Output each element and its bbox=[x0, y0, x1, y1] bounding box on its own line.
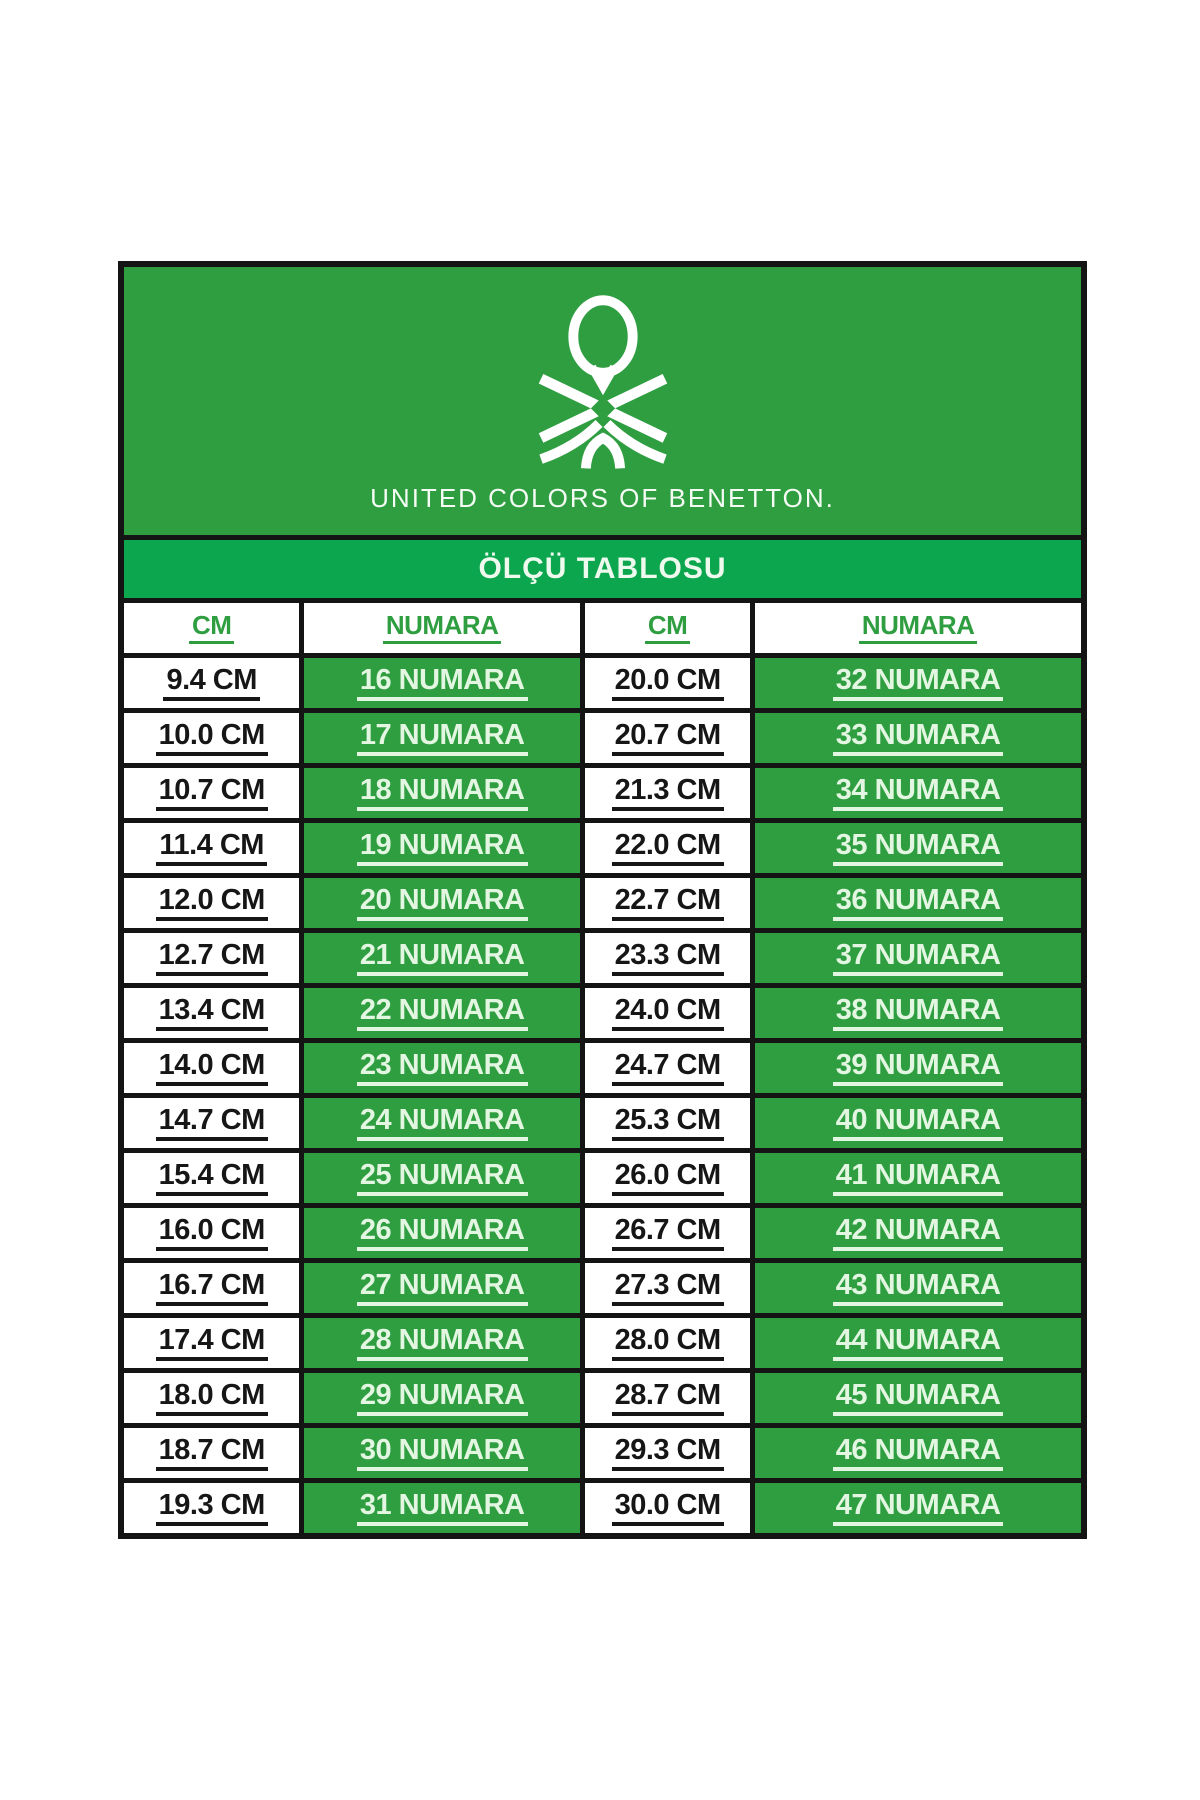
numara-cell: 42 NUMARA bbox=[755, 1208, 1081, 1258]
cm-cell: 22.7 CM bbox=[585, 878, 750, 928]
cm-cell: 23.3 CM bbox=[585, 933, 750, 983]
cm-cell: 11.4 CM bbox=[124, 823, 299, 873]
numara-cell: 25 NUMARA bbox=[304, 1153, 580, 1203]
numara-cell: 21 NUMARA bbox=[304, 933, 580, 983]
numara-cell: 20 NUMARA bbox=[304, 878, 580, 928]
numara-cell: 37 NUMARA bbox=[755, 933, 1081, 983]
numara-cell: 31 NUMARA bbox=[304, 1483, 580, 1533]
cm-cell: 26.0 CM bbox=[585, 1153, 750, 1203]
cm-cell: 12.7 CM bbox=[124, 933, 299, 983]
numara-cell: 17 NUMARA bbox=[304, 713, 580, 763]
brand-wordmark: UNITED COLORS OF BENETTON. bbox=[370, 483, 835, 513]
header-cell-cm-right: CM bbox=[585, 603, 750, 653]
numara-cell: 36 NUMARA bbox=[755, 878, 1081, 928]
benetton-knot-icon bbox=[537, 293, 669, 471]
brand-banner bbox=[124, 267, 1081, 535]
numara-cell: 19 NUMARA bbox=[304, 823, 580, 873]
cm-cell: 19.3 CM bbox=[124, 1483, 299, 1533]
cm-cell: 14.0 CM bbox=[124, 1043, 299, 1093]
numara-cell: 30 NUMARA bbox=[304, 1428, 580, 1478]
cm-cell: 28.7 CM bbox=[585, 1373, 750, 1423]
numara-cell: 27 NUMARA bbox=[304, 1263, 580, 1313]
cm-cell: 22.0 CM bbox=[585, 823, 750, 873]
cm-cell: 20.7 CM bbox=[585, 713, 750, 763]
numara-cell: 46 NUMARA bbox=[755, 1428, 1081, 1478]
cm-cell: 16.7 CM bbox=[124, 1263, 299, 1313]
cm-cell: 17.4 CM bbox=[124, 1318, 299, 1368]
numara-cell: 43 NUMARA bbox=[755, 1263, 1081, 1313]
cm-cell: 18.7 CM bbox=[124, 1428, 299, 1478]
numara-cell: 39 NUMARA bbox=[755, 1043, 1081, 1093]
cm-cell: 13.4 CM bbox=[124, 988, 299, 1038]
cm-cell: 27.3 CM bbox=[585, 1263, 750, 1313]
header-cell-numara-right: NUMARA bbox=[755, 603, 1081, 653]
header-cell-cm-left: CM bbox=[124, 603, 299, 653]
cm-cell: 26.7 CM bbox=[585, 1208, 750, 1258]
cm-cell: 14.7 CM bbox=[124, 1098, 299, 1148]
numara-cell: 26 NUMARA bbox=[304, 1208, 580, 1258]
numara-cell: 28 NUMARA bbox=[304, 1318, 580, 1368]
cm-cell: 9.4 CM bbox=[124, 658, 299, 708]
numara-cell: 40 NUMARA bbox=[755, 1098, 1081, 1148]
cm-cell: 28.0 CM bbox=[585, 1318, 750, 1368]
cm-cell: 15.4 CM bbox=[124, 1153, 299, 1203]
cm-cell: 12.0 CM bbox=[124, 878, 299, 928]
cm-cell: 21.3 CM bbox=[585, 768, 750, 818]
numara-cell: 23 NUMARA bbox=[304, 1043, 580, 1093]
numara-cell: 41 NUMARA bbox=[755, 1153, 1081, 1203]
size-table bbox=[124, 603, 1081, 1533]
cm-cell: 20.0 CM bbox=[585, 658, 750, 708]
numara-cell: 22 NUMARA bbox=[304, 988, 580, 1038]
numara-cell: 16 NUMARA bbox=[304, 658, 580, 708]
cm-cell: 29.3 CM bbox=[585, 1428, 750, 1478]
table-title-band bbox=[124, 540, 1081, 598]
numara-cell: 24 NUMARA bbox=[304, 1098, 580, 1148]
cm-cell: 10.7 CM bbox=[124, 768, 299, 818]
cm-cell: 16.0 CM bbox=[124, 1208, 299, 1258]
table-title: ÖLÇÜ TABLOSU bbox=[478, 552, 727, 585]
numara-cell: 33 NUMARA bbox=[755, 713, 1081, 763]
cm-cell: 10.0 CM bbox=[124, 713, 299, 763]
numara-cell: 29 NUMARA bbox=[304, 1373, 580, 1423]
numara-cell: 44 NUMARA bbox=[755, 1318, 1081, 1368]
size-chart-panel bbox=[118, 261, 1087, 1539]
numara-cell: 34 NUMARA bbox=[755, 768, 1081, 818]
numara-cell: 32 NUMARA bbox=[755, 658, 1081, 708]
cm-cell: 24.7 CM bbox=[585, 1043, 750, 1093]
numara-cell: 38 NUMARA bbox=[755, 988, 1081, 1038]
numara-cell: 47 NUMARA bbox=[755, 1483, 1081, 1533]
numara-cell: 45 NUMARA bbox=[755, 1373, 1081, 1423]
cm-cell: 18.0 CM bbox=[124, 1373, 299, 1423]
numara-cell: 35 NUMARA bbox=[755, 823, 1081, 873]
cm-cell: 24.0 CM bbox=[585, 988, 750, 1038]
cm-cell: 30.0 CM bbox=[585, 1483, 750, 1533]
header-cell-numara-left: NUMARA bbox=[304, 603, 580, 653]
numara-cell: 18 NUMARA bbox=[304, 768, 580, 818]
cm-cell: 25.3 CM bbox=[585, 1098, 750, 1148]
